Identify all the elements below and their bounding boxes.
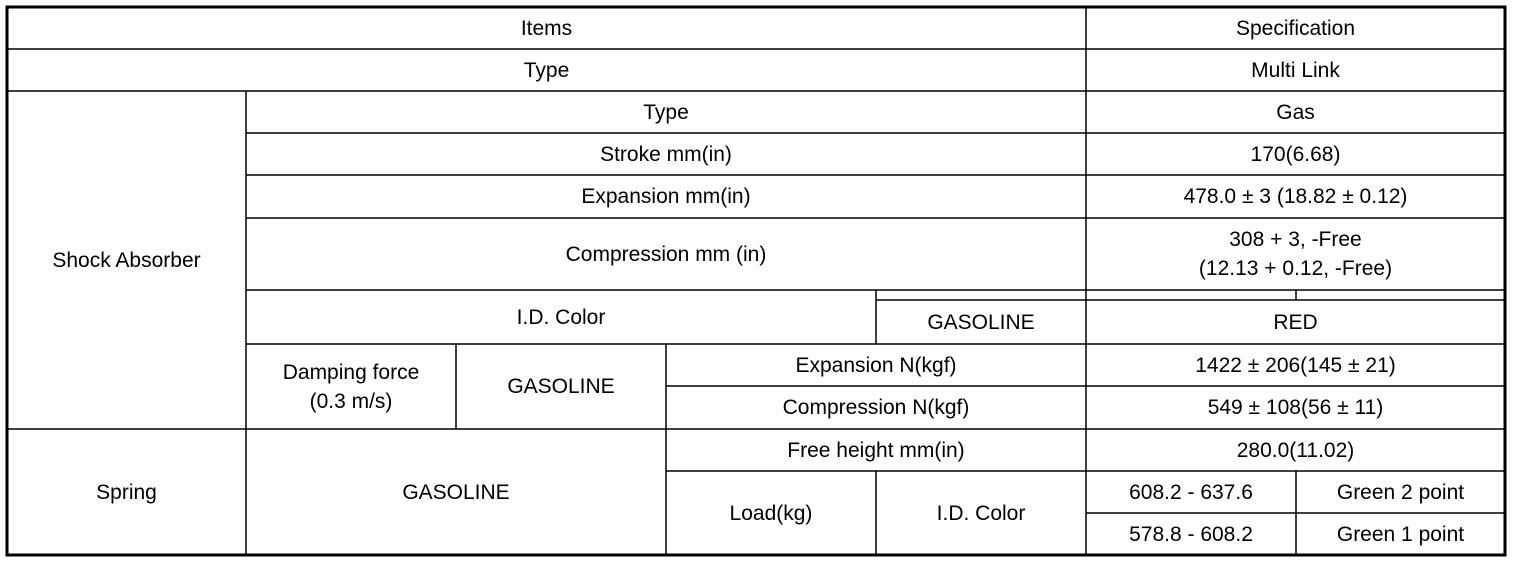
spring-load-value: 608.2 - 637.6 <box>1129 480 1253 504</box>
spring-color-value: Green 2 point <box>1336 480 1465 504</box>
compression-label: Compression mm (in) <box>565 242 767 266</box>
damping-expansion-value: 1422 ± 206(145 ± 21) <box>1195 353 1396 377</box>
damping-force-fuel: GASOLINE <box>507 375 615 398</box>
shock-type-value: Gas <box>1276 100 1315 124</box>
stroke-value: 170(6.68) <box>1250 142 1341 166</box>
compression-value <box>1086 218 1505 290</box>
damping-force-label-line2: (0.3 m/s) <box>309 389 393 413</box>
shock-absorber-label: Shock Absorber <box>52 248 201 272</box>
expansion-value: 478.0 ± 3 (18.82 ± 0.12) <box>1183 185 1408 208</box>
damping-force-label-line1: Damping force <box>282 360 420 384</box>
spring-id-color-label: I.D. Color <box>936 501 1026 525</box>
stroke-label: Stroke mm(in) <box>600 142 732 166</box>
compression-value-line1: 308 + 3, -Free <box>1229 228 1362 251</box>
header-specification: Specification <box>1235 16 1356 40</box>
spring-color-value: Green 1 point <box>1336 522 1465 546</box>
spring-load-value: 578.8 - 608.2 <box>1129 522 1253 546</box>
type-label: Type <box>523 58 570 82</box>
damping-force-label <box>246 344 456 429</box>
load-label: Load(kg) <box>729 501 813 525</box>
id-color-fuel: GASOLINE <box>927 310 1035 334</box>
damping-compression-value: 549 ± 108(56 ± 11) <box>1207 396 1384 419</box>
expansion-label: Expansion mm(in) <box>581 185 751 208</box>
type-value: Multi Link <box>1251 58 1340 82</box>
free-height-value: 280.0(11.02) <box>1236 438 1355 462</box>
spring-label: Spring <box>96 480 157 504</box>
damping-expansion-label: Expansion N(kgf) <box>795 353 957 377</box>
header-items: Items <box>520 16 573 40</box>
id-color-label: I.D. Color <box>516 305 606 329</box>
damping-compression-label: Compression N(kgf) <box>782 396 970 419</box>
compression-value-line2: (12.13 + 0.12, -Free) <box>1198 257 1393 280</box>
spring-fuel: GASOLINE <box>402 480 510 504</box>
free-height-label: Free height mm(in) <box>787 438 965 462</box>
id-color-value: RED <box>1273 310 1318 334</box>
shock-type-label: Type <box>643 100 689 124</box>
